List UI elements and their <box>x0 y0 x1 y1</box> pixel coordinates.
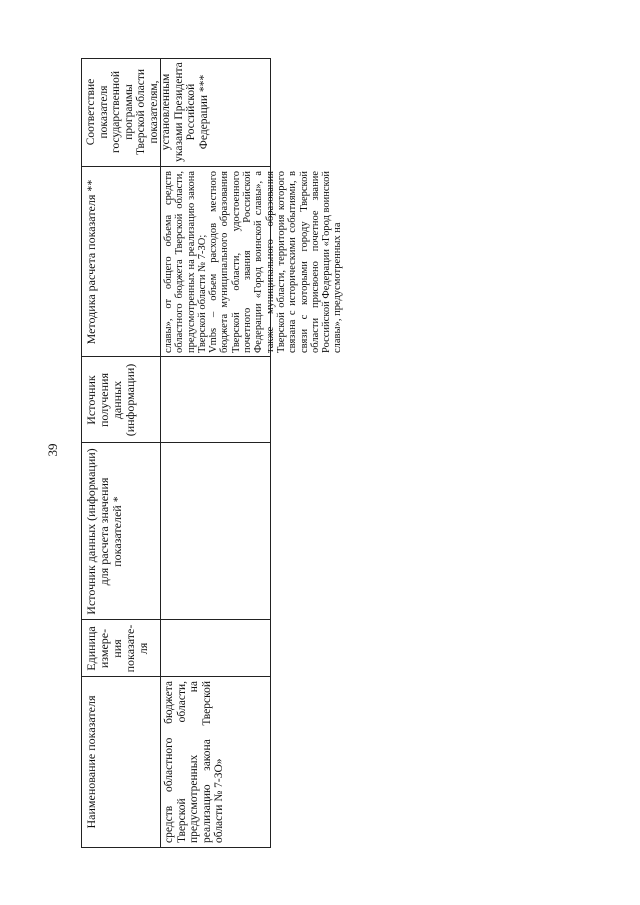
header-method: Методика расчета показателя ** <box>84 179 98 345</box>
header-data-source-calc: Источник данных (информации) для расчета значения показателей * <box>84 448 124 615</box>
header-compliance: Соответствие показателя государственной программы Тверской области показателям, установленным указами Президента Российской Федерации *** <box>85 62 210 162</box>
cell-indicator-name: средств областного бюджета Тверской области, предусмотренных на реализацию закона Тверской области № 7-ЗО» <box>163 681 225 843</box>
rotated-table-wrapper <box>81 58 344 848</box>
header-unit: Единица измере-ния показате-ля <box>84 624 150 673</box>
header-data-source: Источник получения данных (информации) <box>84 363 137 437</box>
cell-data-source <box>160 357 272 443</box>
page-number: 39 <box>45 443 60 457</box>
cell-data-source-calc <box>160 443 272 620</box>
cell-method: славы», от общего объема средств областного бюджета Тверской области, предусмотренных на реализацию закона Тверской области № 7-ЗО; Vmbs – объем расходов местного бюджета муниципального образования Тверской области, удостоенного почетного звания Российской Федерации «Город воинской славы», а также муниципального образования Тверской области, территория которого связана с историческими событиями, в связи с которыми городу Тверской области присвоено почетное звание Российской Федерации «Город воинской славы», предусмотренных на <box>163 171 344 353</box>
cell-compliance <box>160 57 272 167</box>
cell-unit <box>160 620 272 677</box>
header-indicator-name: Наименование показателя <box>84 695 98 829</box>
indicator-table <box>81 58 344 848</box>
